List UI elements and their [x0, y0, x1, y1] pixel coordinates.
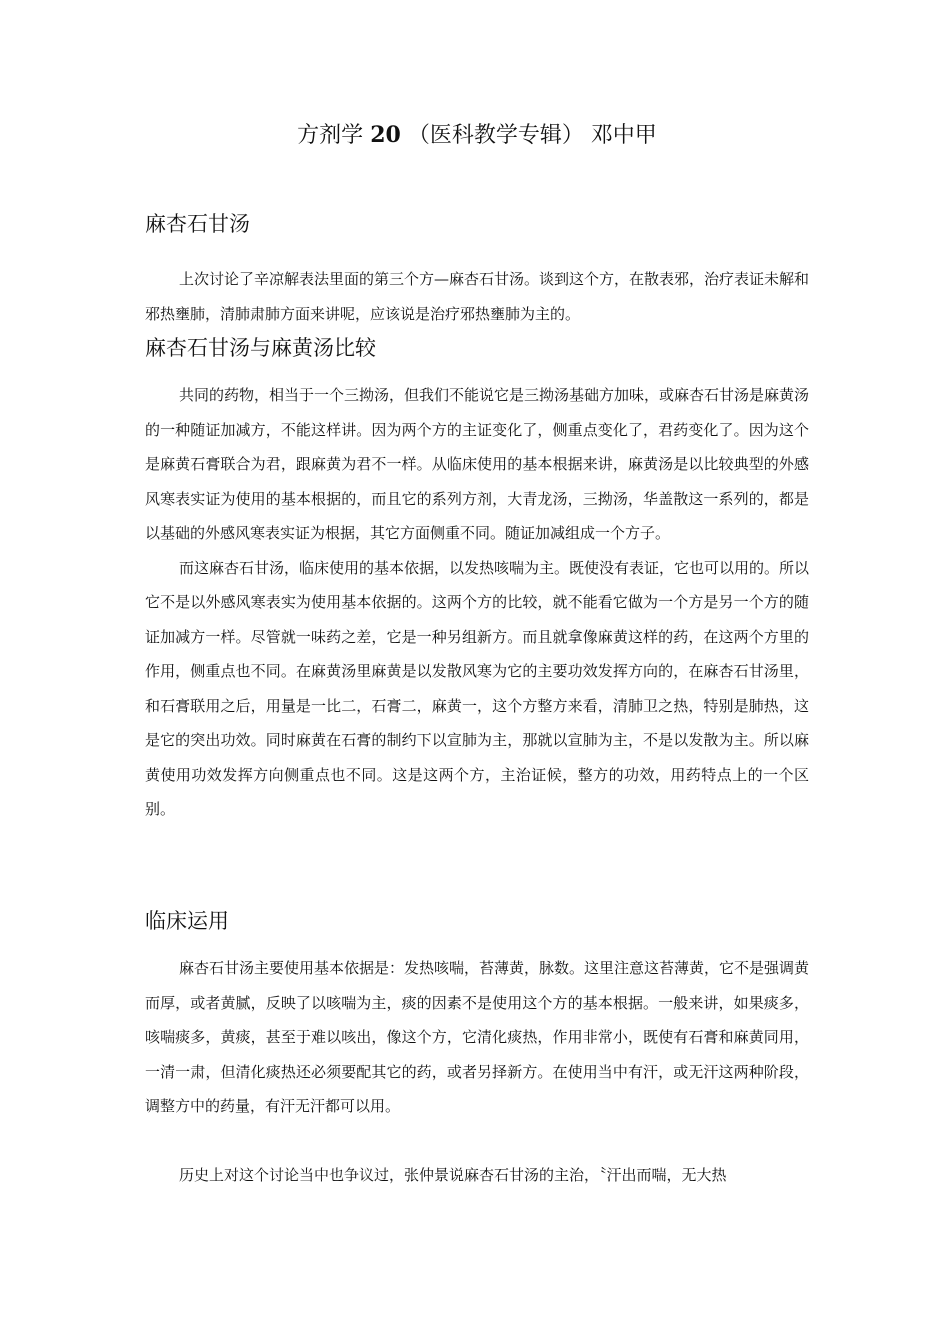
- document-title: [145, 118, 809, 153]
- section-maxing-shigan-tang: [145, 208, 809, 331]
- title-suffix: （医科教学专辑） 邓中甲: [407, 123, 657, 148]
- paragraph: 历史上对这个讨论当中也争议过，张仲景说麻杏石甘汤的主治，〝汗出而喘，无大热: [179, 1165, 727, 1184]
- title-number: 20: [370, 122, 401, 148]
- paragraph: 共同的药物，相当于一个三拗汤，但我们不能说它是三拗汤基础方加味，或麻杏石甘汤是麻黄汤的一种随证加减方，不能这样讲。因为两个方的主证变化了，侧重点变化了，君药变化了。因为这个是麻黄石膏联合为君，跟麻黄为君不一样。从临床使用的基本根据来讲，麻黄汤是以比较典型的外感风寒表实证为使用的基本根据的，而且它的系列方剂，大青龙汤，三拗汤，华盖散这一系列的，都是以基础的外感风寒表实证为根据，其它方面侧重不同。随证加减组成一个方子。: [145, 386, 810, 542]
- section-clinical-use: [145, 905, 809, 1192]
- paragraph: 上次讨论了辛凉解表法里面的第三个方—麻杏石甘汤。谈到这个方，在散表邪，治疗表证未解和邪热壅肺，清肺肃肺方面来讲呢，应该说是治疗邪热壅肺为主的。: [145, 270, 810, 323]
- section-heading: 麻杏石甘汤与麻黄汤比较: [145, 336, 376, 360]
- section-comparison: [145, 332, 809, 827]
- paragraph: 而这麻杏石甘汤，临床使用的基本依据，以发热咳喘为主。既使没有表证，它也可以用的。所以它不是以外感风寒表实为使用基本依据的。这两个方的比较，就不能看它做为一个方是另一个方的随证加减方一样。尽管就一味药之差，它是一种另组新方。而且就拿像麻黄这样的药，在这两个方里的作用，侧重点也不同。在麻黄汤里麻黄是以发散风寒为它的主要功效发挥方向的，在麻杏石甘汤里，和石膏联用之后，用量是一比二，石膏二，麻黄一，这个方整方来看，清肺卫之热，特别是肺热，这是它的突出功效。同时麻黄在石膏的制约下以宣肺为主，那就以宣肺为主，不是以发散为主。所以麻黄使用功效发挥方向侧重点也不同。这是这两个方，主治证候，整方的功效，用药特点上的一个区别。: [145, 558, 810, 818]
- section-heading: 临床运用: [145, 909, 229, 933]
- section-heading: 麻杏石甘汤: [145, 212, 250, 236]
- paragraph: 麻杏石甘汤主要使用基本依据是：发热咳喘，苔薄黄，脉数。这里注意这苔薄黄，它不是强调黄而厚，或者黄腻，反映了以咳喘为主，痰的因素不是使用这个方的基本根据。一般来讲，如果痰多，咳喘痰多，黄痰，甚至于难以咳出，像这个方，它清化痰热，作用非常小，既使有石膏和麻黄同用，一清一肃，但清化痰热还必须要配其它的药，或者另择新方。在使用当中有汗，或无汗这两种阶段，调整方中的药量，有汗无汗都可以用。: [145, 959, 810, 1115]
- title-prefix: 方剂学: [297, 123, 364, 148]
